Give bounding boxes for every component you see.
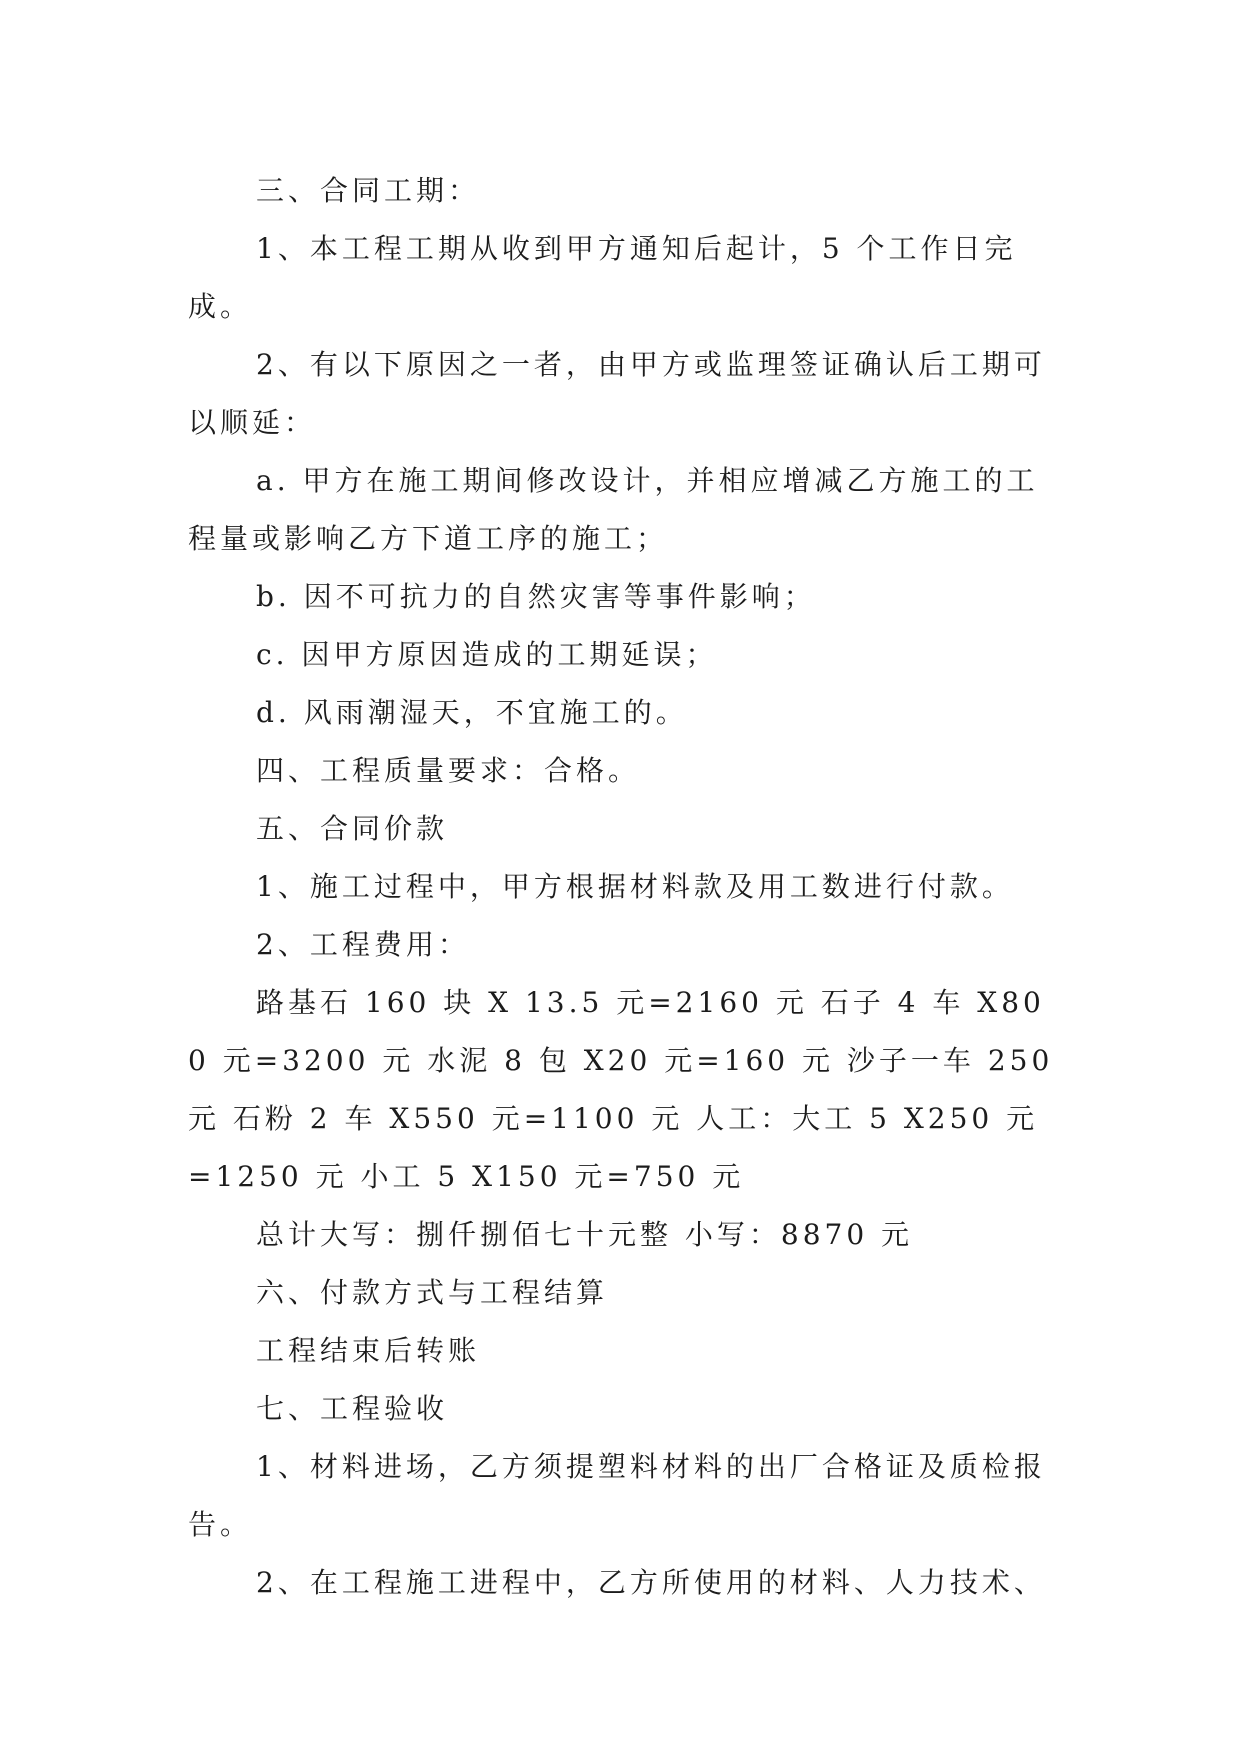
paragraph: c. 因甲方原因造成的工期延误； [256,638,718,671]
paragraph: 1、材料进场，乙方须提塑料材料的出厂合格证及质检报告。 [188,1450,1046,1541]
paragraph: 2、有以下原因之一者，由甲方或监理签证确认后工期可以顺延： [188,348,1046,439]
section-heading-price: 五、合同价款 [256,812,449,845]
paragraph: 1、施工过程中，甲方根据材料款及用工数进行付款。 [256,870,1014,903]
total-amount: 总计大写：捌仟捌佰七十元整 小写：8870 元 [256,1218,914,1251]
paragraph: d. 风雨潮湿天，不宜施工的。 [256,696,688,729]
section-heading-acceptance: 七、工程验收 [256,1392,449,1425]
section-heading-duration: 三、合同工期： [256,174,481,207]
section-heading-quality: 四、工程质量要求：合格。 [256,754,641,787]
paragraph: a. 甲方在施工期间修改设计，并相应增减乙方施工的工程量或影响乙方下道工序的施工； [188,464,1039,555]
paragraph: 2、在工程施工进程中，乙方所使用的材料、人力技术、 [256,1566,1046,1599]
cost-breakdown: 路基石 160 块 X 13.5 元=2160 元 石子 4 车 X800 元=3200 元 水泥 8 包 X20 元=160 元 沙子一车 250 元 石粉 2 车 X550 元=1100 元 人工：大工 5 X250 元=1250 元 小工 5 X150 元=750 元 [188,986,1054,1193]
paragraph: b. 因不可抗力的自然灾害等事件影响； [256,580,816,613]
section-heading-payment: 六、付款方式与工程结算 [256,1276,609,1309]
document-body [188,162,1054,1612]
paragraph: 工程结束后转账 [256,1334,481,1367]
paragraph: 2、工程费用： [256,928,470,961]
paragraph: 1、本工程工期从收到甲方通知后起计，5 个工作日完成。 [188,232,1017,323]
